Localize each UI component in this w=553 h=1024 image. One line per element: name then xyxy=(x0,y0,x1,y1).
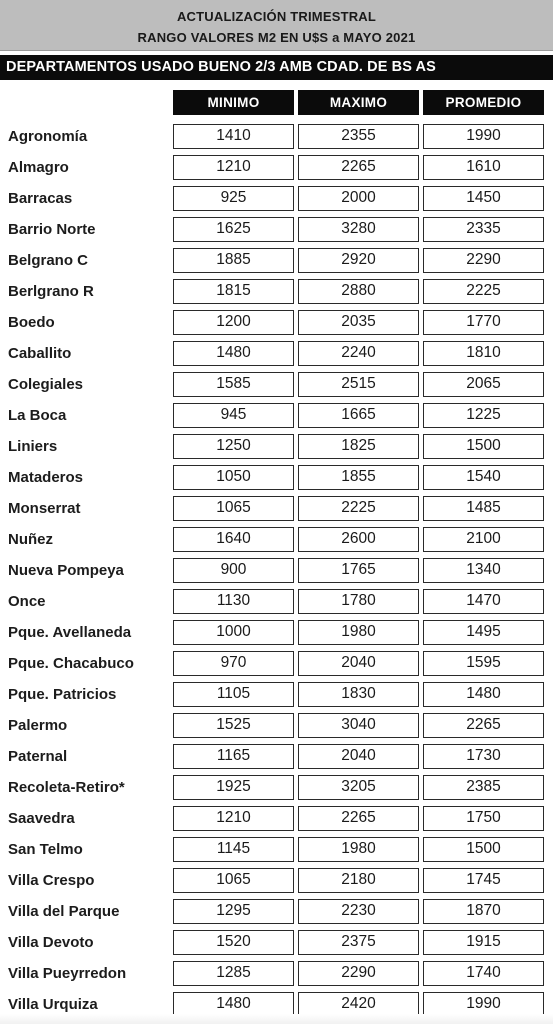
minimo-cell: 945 xyxy=(173,403,294,428)
promedio-cell: 2290 xyxy=(423,248,544,273)
promedio-cell: 1485 xyxy=(423,496,544,521)
bottom-edge xyxy=(0,1014,553,1024)
neighborhood-name: Villa Crespo xyxy=(8,872,95,889)
maximo-cell: 2265 xyxy=(298,806,419,831)
table-row xyxy=(0,803,553,834)
promedio-cell: 1500 xyxy=(423,837,544,862)
neighborhood-name: Once xyxy=(8,593,46,610)
minimo-cell: 1065 xyxy=(173,868,294,893)
maximo-cell: 3280 xyxy=(298,217,419,242)
table-row xyxy=(0,958,553,989)
promedio-cell: 1595 xyxy=(423,651,544,676)
minimo-cell: 1200 xyxy=(173,310,294,335)
table-row xyxy=(0,524,553,555)
neighborhood-name: San Telmo xyxy=(8,841,83,858)
table-row xyxy=(0,710,553,741)
table-row xyxy=(0,431,553,462)
neighborhood-name: Berlgrano R xyxy=(8,283,94,300)
minimo-cell: 1130 xyxy=(173,589,294,614)
maximo-cell: 2035 xyxy=(298,310,419,335)
promedio-cell: 1470 xyxy=(423,589,544,614)
column-header-minimo: MINIMO xyxy=(173,90,294,115)
maximo-cell: 2000 xyxy=(298,186,419,211)
maximo-cell: 2375 xyxy=(298,930,419,955)
promedio-cell: 2385 xyxy=(423,775,544,800)
maximo-cell: 3040 xyxy=(298,713,419,738)
neighborhood-name: Villa del Parque xyxy=(8,903,120,920)
minimo-cell: 1480 xyxy=(173,341,294,366)
maximo-cell: 2515 xyxy=(298,372,419,397)
promedio-cell: 1730 xyxy=(423,744,544,769)
promedio-cell: 2065 xyxy=(423,372,544,397)
promedio-cell: 1340 xyxy=(423,558,544,583)
minimo-cell: 1480 xyxy=(173,992,294,1017)
maximo-cell: 1765 xyxy=(298,558,419,583)
promedio-cell: 1915 xyxy=(423,930,544,955)
promedio-cell: 1610 xyxy=(423,155,544,180)
neighborhood-name: Villa Devoto xyxy=(8,934,94,951)
promedio-cell: 1495 xyxy=(423,620,544,645)
minimo-cell: 1640 xyxy=(173,527,294,552)
subtitle-band: DEPARTAMENTOS USADO BUENO 2/3 AMB CDAD. DE BS AS xyxy=(0,55,553,80)
minimo-cell: 1145 xyxy=(173,837,294,862)
minimo-cell: 1815 xyxy=(173,279,294,304)
maximo-cell: 1665 xyxy=(298,403,419,428)
maximo-cell: 2040 xyxy=(298,651,419,676)
promedio-cell: 1990 xyxy=(423,124,544,149)
table-row xyxy=(0,338,553,369)
minimo-cell: 1925 xyxy=(173,775,294,800)
table-row xyxy=(0,741,553,772)
maximo-cell: 2180 xyxy=(298,868,419,893)
table-body xyxy=(0,121,553,1020)
minimo-cell: 1000 xyxy=(173,620,294,645)
maximo-cell: 2290 xyxy=(298,961,419,986)
minimo-cell: 1250 xyxy=(173,434,294,459)
neighborhood-name: Barrio Norte xyxy=(8,221,96,238)
neighborhood-name: Palermo xyxy=(8,717,68,734)
minimo-cell: 1410 xyxy=(173,124,294,149)
neighborhood-name: Barracas xyxy=(8,190,73,207)
title-line-2: RANGO VALORES M2 EN U$S a MAYO 2021 xyxy=(137,30,416,45)
minimo-cell: 925 xyxy=(173,186,294,211)
neighborhood-name: Boedo xyxy=(8,314,55,331)
minimo-cell: 1285 xyxy=(173,961,294,986)
maximo-cell: 2265 xyxy=(298,155,419,180)
neighborhood-name: Pque. Avellaneda xyxy=(8,624,132,641)
table-row xyxy=(0,648,553,679)
table-row xyxy=(0,772,553,803)
table-row xyxy=(0,896,553,927)
promedio-cell: 1540 xyxy=(423,465,544,490)
promedio-cell: 1740 xyxy=(423,961,544,986)
maximo-cell: 1825 xyxy=(298,434,419,459)
minimo-cell: 1625 xyxy=(173,217,294,242)
promedio-cell: 2335 xyxy=(423,217,544,242)
neighborhood-name: Saavedra xyxy=(8,810,75,827)
maximo-cell: 1855 xyxy=(298,465,419,490)
promedio-cell: 1225 xyxy=(423,403,544,428)
maximo-cell: 1980 xyxy=(298,620,419,645)
maximo-cell: 2920 xyxy=(298,248,419,273)
maximo-cell: 1830 xyxy=(298,682,419,707)
table-row xyxy=(0,276,553,307)
minimo-cell: 1520 xyxy=(173,930,294,955)
maximo-cell: 2880 xyxy=(298,279,419,304)
promedio-cell: 1770 xyxy=(423,310,544,335)
table-row xyxy=(0,493,553,524)
column-header-maximo: MAXIMO xyxy=(298,90,419,115)
neighborhood-name: Nueva Pompeya xyxy=(8,562,124,579)
maximo-cell: 2040 xyxy=(298,744,419,769)
neighborhood-name: Villa Urquiza xyxy=(8,996,98,1013)
table-row xyxy=(0,152,553,183)
table-row xyxy=(0,586,553,617)
maximo-cell: 2420 xyxy=(298,992,419,1017)
minimo-cell: 1210 xyxy=(173,806,294,831)
table-row xyxy=(0,400,553,431)
neighborhood-name: Mataderos xyxy=(8,469,84,486)
minimo-cell: 1050 xyxy=(173,465,294,490)
table-row xyxy=(0,307,553,338)
table-row xyxy=(0,369,553,400)
minimo-cell: 1585 xyxy=(173,372,294,397)
table-row xyxy=(0,865,553,896)
neighborhood-name: Agronomía xyxy=(8,128,88,145)
promedio-cell: 2225 xyxy=(423,279,544,304)
table-row xyxy=(0,183,553,214)
neighborhood-name: Paternal xyxy=(8,748,68,765)
minimo-cell: 1295 xyxy=(173,899,294,924)
promedio-cell: 1870 xyxy=(423,899,544,924)
minimo-cell: 1525 xyxy=(173,713,294,738)
neighborhood-name: Caballito xyxy=(8,345,72,362)
minimo-cell: 900 xyxy=(173,558,294,583)
table-row xyxy=(0,121,553,152)
table-row xyxy=(0,214,553,245)
neighborhood-name: La Boca xyxy=(8,407,67,424)
neighborhood-name: Pque. Chacabuco xyxy=(8,655,134,672)
table-row xyxy=(0,462,553,493)
neighborhood-name: Monserrat xyxy=(8,500,81,517)
maximo-cell: 2225 xyxy=(298,496,419,521)
neighborhood-name: Almagro xyxy=(8,159,69,176)
neighborhood-name: Liniers xyxy=(8,438,58,455)
maximo-cell: 3205 xyxy=(298,775,419,800)
maximo-cell: 2355 xyxy=(298,124,419,149)
neighborhood-name: Nuñez xyxy=(8,531,53,548)
promedio-cell: 1480 xyxy=(423,682,544,707)
maximo-cell: 1780 xyxy=(298,589,419,614)
neighborhood-name: Colegiales xyxy=(8,376,84,393)
maximo-cell: 2230 xyxy=(298,899,419,924)
promedio-cell: 1745 xyxy=(423,868,544,893)
maximo-cell: 1980 xyxy=(298,837,419,862)
neighborhood-name: Villa Pueyrredon xyxy=(8,965,127,982)
minimo-cell: 1210 xyxy=(173,155,294,180)
promedio-cell: 2100 xyxy=(423,527,544,552)
minimo-cell: 1105 xyxy=(173,682,294,707)
table-row xyxy=(0,834,553,865)
promedio-cell: 1450 xyxy=(423,186,544,211)
title-band xyxy=(0,0,553,51)
table-row xyxy=(0,617,553,648)
column-header-promedio: PROMEDIO xyxy=(423,90,544,115)
promedio-cell: 1500 xyxy=(423,434,544,459)
table-row xyxy=(0,245,553,276)
table-row xyxy=(0,679,553,710)
neighborhood-name: Recoleta-Retiro* xyxy=(8,779,125,796)
maximo-cell: 2600 xyxy=(298,527,419,552)
neighborhood-name: Belgrano C xyxy=(8,252,89,269)
minimo-cell: 1065 xyxy=(173,496,294,521)
promedio-cell: 1810 xyxy=(423,341,544,366)
minimo-cell: 1885 xyxy=(173,248,294,273)
table-row xyxy=(0,555,553,586)
title-line-1: ACTUALIZACIÓN TRIMESTRAL xyxy=(176,9,377,24)
promedio-cell: 2265 xyxy=(423,713,544,738)
promedio-cell: 1990 xyxy=(423,992,544,1017)
maximo-cell: 2240 xyxy=(298,341,419,366)
promedio-cell: 1750 xyxy=(423,806,544,831)
minimo-cell: 970 xyxy=(173,651,294,676)
minimo-cell: 1165 xyxy=(173,744,294,769)
table-row xyxy=(0,927,553,958)
neighborhood-name: Pque. Patricios xyxy=(8,686,117,703)
